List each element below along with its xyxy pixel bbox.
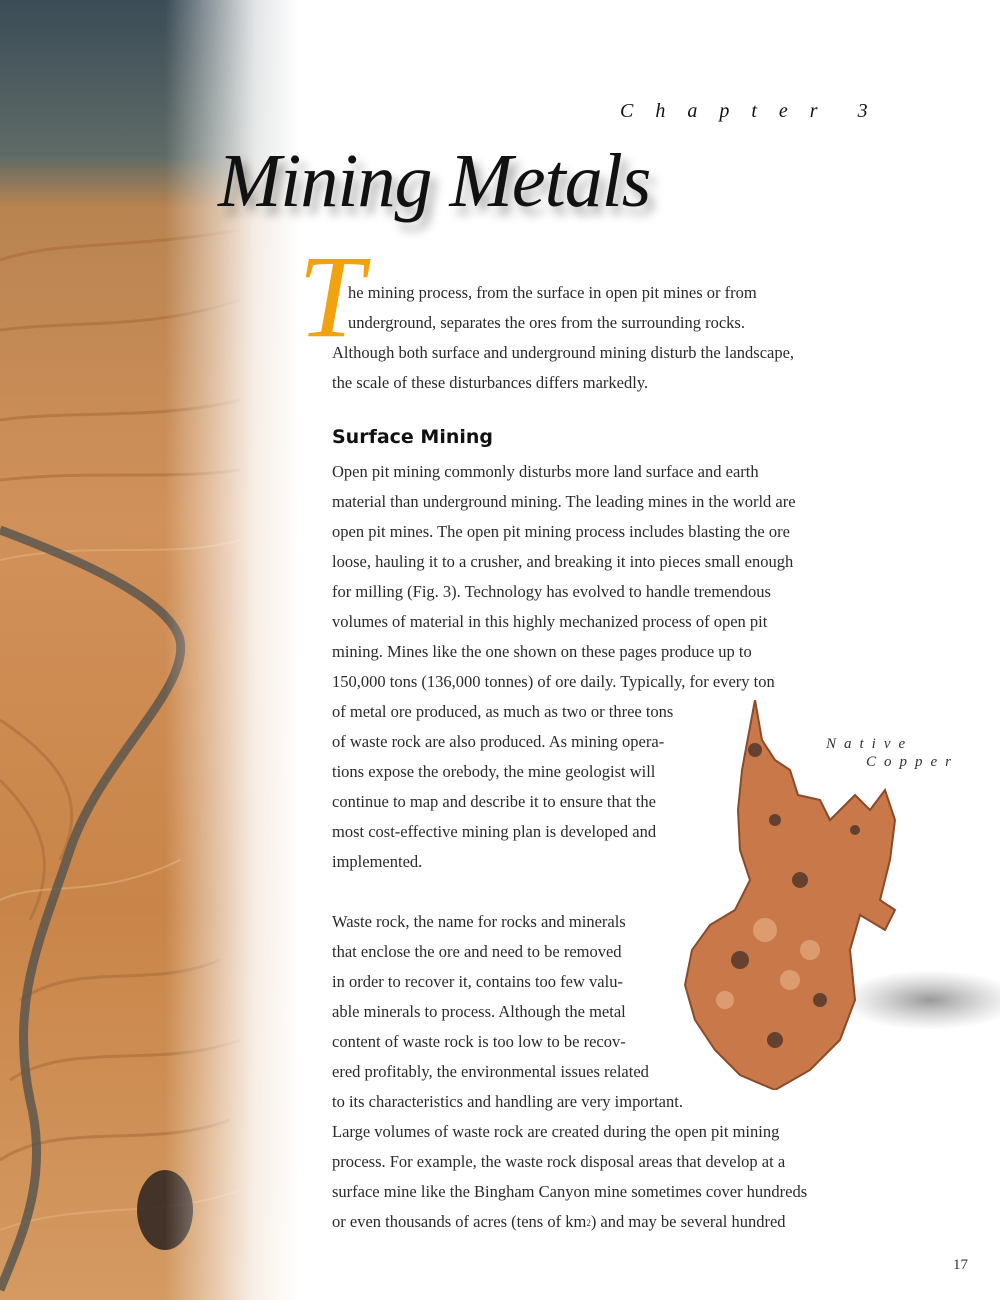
drop-cap: T — [298, 231, 364, 362]
specimen-caption-line-1: Native — [826, 736, 914, 752]
body-line: Open pit mining commonly disturbs more land surface and earth — [332, 462, 759, 481]
body-line-with-superscript — [332, 1207, 807, 1237]
line-text: or even thousands of acres (tens of km — [332, 1212, 587, 1231]
body-line: open pit mines. The open pit mining process includes blasting the ore — [332, 522, 790, 541]
body-line: in order to recover it, contains too few valu- — [332, 972, 623, 991]
intro-line: the scale of these disturbances differs markedly. — [332, 373, 649, 392]
line-text: ) and may be several hundred — [590, 1212, 786, 1231]
body-line: continue to map and describe it to ensure that the — [332, 792, 656, 811]
specimen-caption-line-2: Copper — [866, 754, 959, 770]
body-line: process. For example, the waste rock disposal areas that develop at a — [332, 1152, 786, 1171]
chapter-word: Chapter — [620, 100, 840, 122]
body-line: ered profitably, the environmental issues related — [332, 1062, 649, 1081]
intro-paragraph — [332, 278, 794, 398]
body-line: Waste rock, the name for rocks and minerals — [332, 912, 626, 931]
body-line: Large volumes of waste rock are created during the open pit mining — [332, 1122, 780, 1141]
chapter-number: 3 — [857, 100, 868, 122]
body-line: implemented. — [332, 852, 423, 871]
body-line: of metal ore produced, as much as two or three tons — [332, 702, 674, 721]
body-line: mining. Mines like the one shown on these pages produce up to — [332, 642, 752, 661]
chapter-label — [620, 100, 920, 123]
chapter-title: Mining Metals — [218, 139, 651, 223]
body-line: content of waste rock is too low to be recov- — [332, 1032, 626, 1051]
body-line: most cost-effective mining plan is developed and — [332, 822, 657, 841]
section-heading-surface-mining: Surface Mining — [332, 426, 494, 448]
body-line: material than underground mining. The leading mines in the world are — [332, 492, 796, 511]
body-line: tions expose the orebody, the mine geologist will — [332, 762, 656, 781]
body-line: 150,000 tons (136,000 tonnes) of ore daily. Typically, for every ton — [332, 672, 775, 691]
body-line: that enclose the ore and need to be removed — [332, 942, 622, 961]
intro-line: Although both surface and underground mining disturb the landscape, — [332, 343, 795, 362]
body-line: for milling (Fig. 3). Technology has evolved to handle tremendous — [332, 582, 771, 601]
intro-line: underground, separates the ores from the surrounding rocks. — [348, 313, 745, 332]
body-line: able minerals to process. Although the metal — [332, 1002, 626, 1021]
body-line: loose, hauling it to a crusher, and breaking it into pieces small enough — [332, 552, 794, 571]
body-line: volumes of material in this highly mechanized process of open pit — [332, 612, 768, 631]
page-number: 17 — [953, 1257, 968, 1273]
body-line: surface mine like the Bingham Canyon mine sometimes cover hundreds — [332, 1182, 808, 1201]
superscript: 2 — [586, 1218, 591, 1228]
body-line: to its characteristics and handling are very important. — [332, 1092, 683, 1111]
intro-line: he mining process, from the surface in open pit mines or from — [348, 283, 757, 302]
body-line: of waste rock are also produced. As mining opera- — [332, 732, 665, 751]
